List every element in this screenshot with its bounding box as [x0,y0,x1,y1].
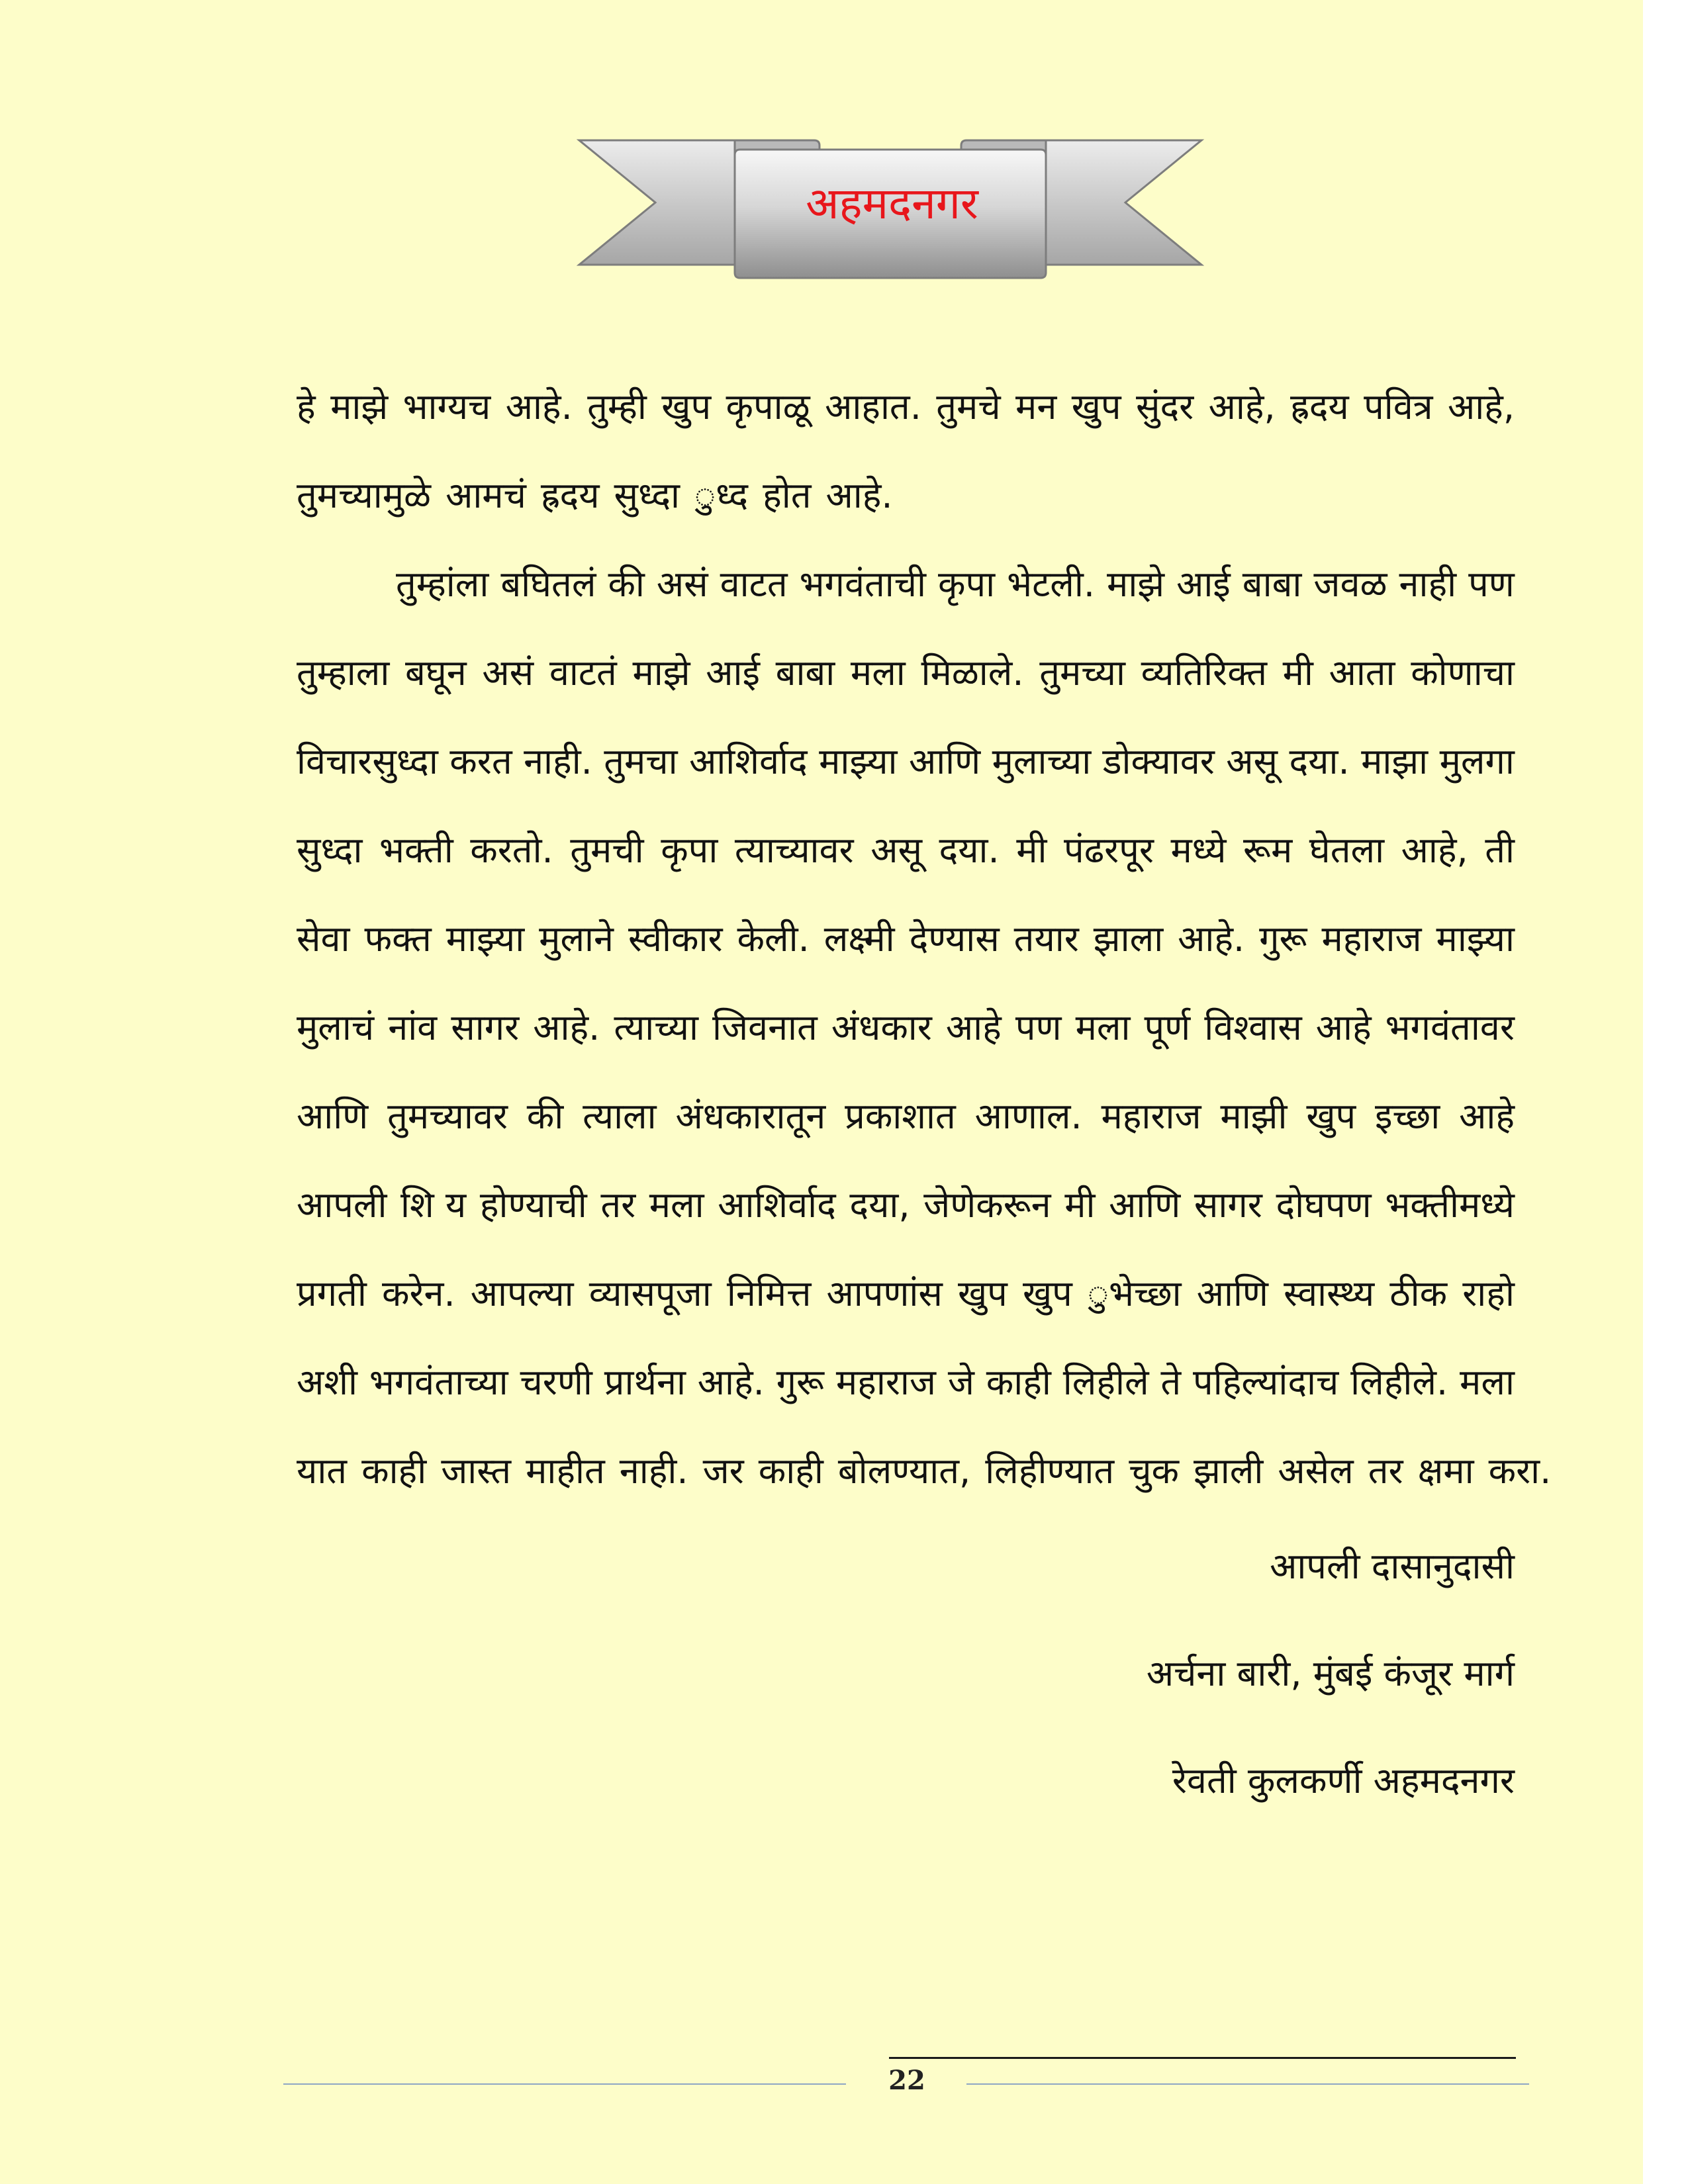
letter-word: जेणेकरून [923,1184,1051,1226]
letter-word: आहे [945,1007,1002,1048]
letter-word: तुमचे [936,386,1001,428]
letter-word: सागर [451,1007,520,1048]
letter-line [297,1338,1515,1427]
letter-word: आणि [297,1095,369,1137]
letter-word: करेन. [382,1273,455,1314]
letter-word: अंधकार [831,1007,932,1048]
letter-word: आणि [1196,1273,1268,1314]
letter-word: माझ्या [819,741,898,782]
letter-word: तर [1368,1450,1403,1492]
letter-word: लिहीले [1062,1361,1149,1403]
letter-line [297,363,1515,451]
letter-word: मुलगा [1439,741,1515,782]
letter-word: कृपा [938,563,996,605]
letter-word: होत [763,475,812,516]
letter-word: आई [1176,563,1231,605]
letter-word: कृपाळू [726,386,810,428]
letter-word: महाराज [835,1361,936,1403]
letter-word: प्रकाशात [845,1095,956,1137]
letter-word: तुमच्या [1039,652,1125,694]
letter-word: ठीक [1389,1273,1448,1314]
letter-word: माझे [330,386,389,428]
letter-word: खुप [661,386,712,428]
letter-word: असू [1226,741,1278,782]
letter-word: झाला [1093,918,1164,960]
letter-word: मी [1064,1184,1096,1226]
letter-word: करा. [1488,1450,1552,1492]
letter-word: भक्तीमध्ये [1385,1184,1515,1226]
letter-word: पवित्र [1364,386,1433,428]
letter-word: मुलाच्या [992,741,1092,782]
letter-word: महाराज [1101,1095,1201,1137]
letter-word: खुप [1022,1273,1072,1314]
letter-word: होण्याची [479,1184,587,1226]
letter-word: वाटत [720,563,788,605]
letter-word: इच्छा [1375,1095,1440,1137]
letter-word: मन [1015,386,1057,428]
letter-word: आई [706,652,760,694]
letter-word: फक्त [364,918,432,960]
letter-word: भगवंतावर [1385,1007,1515,1048]
letter-word: आहे [1315,1007,1372,1048]
letter-word: प्रार्थना [604,1361,686,1403]
letter-word: ती [1485,829,1515,871]
letter-word: व्यासपूजा [588,1273,712,1314]
letter-word: माहीत [526,1450,605,1492]
letter-word: माझा [1361,741,1429,782]
letter-word: आहे. [1178,918,1245,960]
letter-word: मध्ये [1170,829,1227,871]
letter-word: भगवंताच्या [369,1361,508,1403]
letter-word: स्वीकार [628,918,723,960]
letter-line [297,1072,1515,1161]
letter-word: मला [1075,1007,1131,1048]
letter-word: मुलाने [539,918,614,960]
letter-word: ुध्द [694,475,749,516]
letter-word: निमित्त [726,1273,812,1314]
letter-word: बाबा [1242,563,1302,605]
letter-word: की [526,1095,564,1137]
letter-word: नाही. [524,741,592,782]
letter-word: काही [986,1361,1051,1403]
letter-word: माझ्या [445,918,525,960]
letter-word: मला [850,652,906,694]
letter-word: काही [758,1450,823,1492]
letter-word: पंढरपूर [1064,829,1154,871]
letter-word: माझे [1107,563,1165,605]
letter-word: महाराज [1321,918,1422,960]
letter-word: दोघपण [1276,1184,1372,1226]
letter-word: भेटली. [1007,563,1096,605]
letter-word: यात [297,1450,348,1492]
letter-word: आहे. [505,386,573,428]
letter-word: गुरू [776,1361,825,1403]
letter-word: आहे [1459,1095,1515,1137]
letter-word: करतो. [470,829,553,871]
letter-word: ते [1160,1361,1182,1403]
letter-word: अंधकारातून [675,1095,826,1137]
letter-word: आहे. [825,475,893,516]
letter-word: तुमच्यावर [387,1095,508,1137]
letter-word: मिळाले. [921,652,1024,694]
letter-word: ह्रदय [1290,386,1349,428]
letter-word: आशिर्वाद [718,1184,836,1226]
letter-word: तुम्हाला [297,652,390,694]
letter-word: भक्ती [379,829,453,871]
letter-word: माझ्या [1436,918,1515,960]
letter-body [297,363,1552,1516]
letter-word: वाटतं [549,652,617,694]
letter-word: पण [1015,1007,1062,1048]
letter-word: तुम्ही [587,386,647,428]
letter-word: खुप [958,1273,1008,1314]
letter-word: आहे, [1208,386,1276,428]
signature-closing: आपली दासानुदासी [1270,1545,1515,1587]
letter-word: त्याच्या [614,1007,698,1048]
letter-word: आपल्या [470,1273,574,1314]
letter-word: लिहीण्यात [985,1450,1115,1492]
letter-word: रूम [1243,829,1293,871]
letter-word: मला [649,1184,704,1226]
letter-word: तर [600,1184,636,1226]
letter-line [297,1250,1515,1338]
letter-line [297,451,1515,540]
letter-word: बाबा [775,652,835,694]
letter-word: आहे, [1401,829,1468,871]
page-number: 22 [888,2065,925,2096]
letter-word: आमचं [445,475,526,516]
letter-word: असेल [1278,1450,1354,1492]
letter-word: नांव [388,1007,438,1048]
letter-word: त्याला [583,1095,657,1137]
letter-word: व्यतिरिक्त [1141,652,1267,694]
letter-word: मला [1460,1361,1515,1403]
letter-word: दया. [1289,741,1350,782]
letter-word: पहिल्यांदाच [1193,1361,1339,1403]
letter-word: सुध्दा [614,475,680,516]
letter-word: विश्वास [1204,1007,1302,1048]
letter-line [297,806,1515,895]
letter-word: तुम्हांला [396,563,489,605]
footer-rule-top [889,2057,1516,2059]
letter-word: पूर्ण [1144,1007,1191,1048]
letter-word: काही [361,1450,427,1492]
footer-rule-right [966,2083,1529,2085]
letter-word: जवळ [1313,563,1387,605]
letter-word: जे [947,1361,974,1403]
letter-word: की [608,563,645,605]
letter-word: करत [449,741,512,782]
footer-rule-left [283,2083,846,2085]
letter-word: असं [656,563,708,605]
letter-word: जिवनात [712,1007,818,1048]
letter-word: लक्ष्मी [823,918,895,960]
letter-word: आपणांस [826,1273,943,1314]
letter-word: देण्यास [909,918,1000,960]
letter-word: आहे, [1447,386,1515,428]
letter-word: आहे. [533,1007,600,1048]
letter-word: ुभेच्छा [1087,1273,1182,1314]
letter-word: गुरू [1259,918,1307,960]
signature-name-2: रेवती कुलकर्णी अहमदनगर [1172,1760,1515,1801]
letter-word: सुंदर [1135,386,1194,428]
letter-word: हे [297,386,316,428]
letter-word: मी [1282,652,1313,694]
letter-line [297,895,1515,983]
letter-word: मुलाचं [297,1007,375,1048]
letter-word: अशी [297,1361,357,1403]
letter-word: लिहीले. [1350,1361,1448,1403]
letter-word: झाली [1193,1450,1264,1492]
letter-word: शि य [400,1184,467,1226]
letter-word: माझे [632,652,690,694]
letter-line [297,717,1515,806]
letter-word: चरणी [520,1361,592,1403]
letter-word: तुमच्यामुळे [297,475,432,516]
letter-word: जर [702,1450,744,1492]
letter-line [297,540,1515,629]
letter-word: माझी [1220,1095,1288,1137]
letter-word: बघितलं [500,563,596,605]
letter-word: विचारसुध्दा [297,741,438,782]
letter-word: राहो [1462,1273,1515,1314]
letter-word: असं [482,652,534,694]
letter-word: तुमचा [604,741,678,782]
letter-word: प्रगती [297,1273,367,1314]
letter-word: आणि [908,741,981,782]
letter-word: भगवंताची [799,563,927,605]
letter-word: खुप [1306,1095,1356,1137]
letter-word: आशिर्वाद [689,741,808,782]
letter-word: कोणाचा [1411,652,1515,694]
letter-word: असू [870,829,922,871]
letter-word: सुध्दा [297,829,363,871]
letter-word: केली. [737,918,810,960]
letter-word: आपली [297,1184,387,1226]
letter-word: बोलण्यात, [837,1450,971,1492]
signature-block [1147,1513,1515,1835]
letter-word: खुप [1071,386,1121,428]
letter-line [297,1427,1552,1516]
letter-word: आणि [1109,1184,1181,1226]
letter-word: दया, [849,1184,910,1226]
letter-word: आता [1329,652,1395,694]
letter-word: दया. [939,829,1000,871]
letter-word: कृपा [661,829,718,871]
page-title: अहमदनगर [806,178,978,229]
letter-word: क्षमा [1417,1450,1474,1492]
letter-line [297,629,1515,717]
letter-word: डोक्यावर [1102,741,1215,782]
letter-word: भाग्यच [402,386,491,428]
letter-word: जास्त [441,1450,512,1492]
letter-word: त्याच्यावर [734,829,854,871]
letter-word: स्वास्थ्य [1284,1273,1375,1314]
letter-word: सागर [1194,1184,1262,1226]
letter-word: आहात. [825,386,921,428]
letter-word: तयार [1013,918,1079,960]
letter-line [297,983,1515,1072]
letter-line [297,1161,1515,1250]
letter-word: मी [1016,829,1047,871]
letter-word: नाही [1399,563,1457,605]
letter-word: आणाल. [974,1095,1082,1137]
signature-name-1: अर्चना बारी, मुंबई कंजूर मार्ग [1146,1653,1515,1694]
letter-word: पण [1468,563,1515,605]
letter-word: आहे. [697,1361,765,1403]
letter-word: बघून [405,652,467,694]
letter-word: नाही. [619,1450,688,1492]
letter-word: तुमची [570,829,644,871]
letter-word: चुक [1129,1450,1179,1492]
letter-word: ह्रदय [540,475,600,516]
letter-word: घेतला [1309,829,1385,871]
letter-word: सेवा [297,918,350,960]
